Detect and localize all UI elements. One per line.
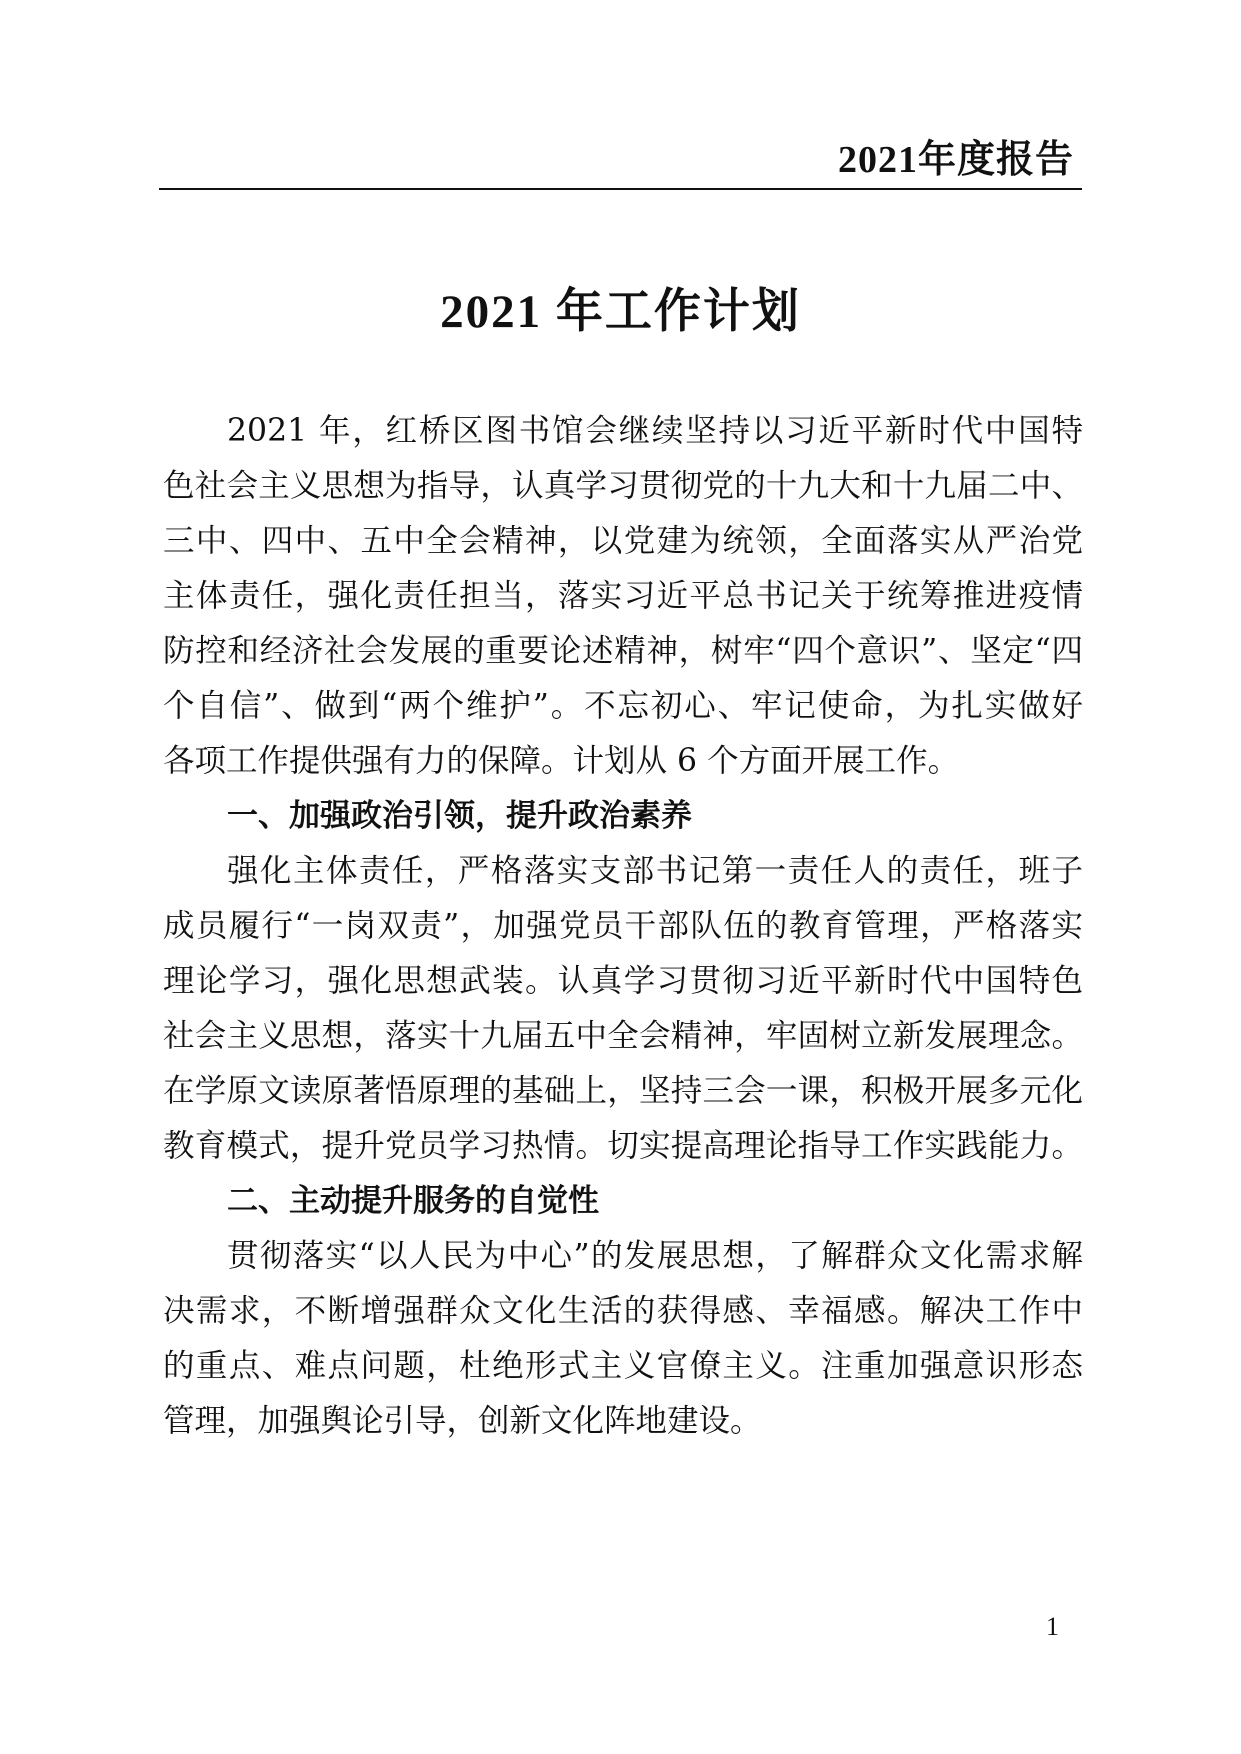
section1-paragraph-line: 在学原文读原著悟原理的基础上，坚持三会一课，积极开展多元化 bbox=[163, 1073, 1083, 1109]
section-heading-1: 一、加强政治引领，提升政治素养 bbox=[227, 798, 692, 834]
section1-paragraph-line: 社会主义思想，落实十九届五中全会精神，牢固树立新发展理念。 bbox=[163, 1018, 1083, 1054]
page-number: 1 bbox=[1046, 1612, 1059, 1641]
intro-paragraph-line: 三中、四中、五中全会精神，以党建为统领，全面落实从严治党 bbox=[163, 523, 1083, 559]
section1-paragraph-line: 强化主体责任，严格落实支部书记第一责任人的责任，班子 bbox=[227, 853, 1083, 889]
section1-paragraph-line: 成员履行“一岗双责”，加强党员干部队伍的教育管理，严格落实 bbox=[163, 908, 1083, 944]
intro-paragraph-line: 个自信”、做到“两个维护”。不忘初心、牢记使命，为扎实做好 bbox=[163, 688, 1083, 724]
intro-paragraph-line: 防控和经济社会发展的重要论述精神，树牢“四个意识”、坚定“四 bbox=[163, 633, 1083, 669]
header-divider bbox=[159, 188, 1082, 190]
report-header-title: 2021年度报告 bbox=[837, 139, 1074, 181]
intro-paragraph-line: 各项工作提供强有力的保障。计划从 6 个方面开展工作。 bbox=[163, 743, 960, 779]
section2-paragraph-line: 贯彻落实“以人民为中心”的发展思想，了解群众文化需求解 bbox=[227, 1238, 1083, 1274]
intro-paragraph-line: 主体责任，强化责任担当，落实习近平总书记关于统筹推进疫情 bbox=[163, 578, 1083, 614]
section-heading-2: 二、主动提升服务的自觉性 bbox=[227, 1183, 599, 1219]
section1-paragraph-line: 理论学习，强化思想武装。认真学习贯彻习近平新时代中国特色 bbox=[163, 963, 1083, 999]
section1-paragraph-line: 教育模式，提升党员学习热情。切实提高理论指导工作实践能力。 bbox=[163, 1128, 1083, 1164]
intro-paragraph-line: 2021 年，红桥区图书馆会继续坚持以习近平新时代中国特 bbox=[227, 413, 1083, 449]
section2-paragraph-line: 的重点、难点问题，杜绝形式主义官僚主义。注重加强意识形态 bbox=[163, 1348, 1083, 1384]
document-body bbox=[163, 404, 1083, 1449]
section2-paragraph-line: 决需求，不断增强群众文化生活的获得感、幸福感。解决工作中 bbox=[163, 1293, 1083, 1329]
section2-paragraph-line: 管理，加强舆论引导，创新文化阵地建设。 bbox=[163, 1403, 762, 1439]
intro-paragraph-line: 色社会主义思想为指导，认真学习贯彻党的十九大和十九届二中、 bbox=[163, 468, 1083, 504]
document-title: 2021 年工作计划 bbox=[440, 286, 801, 338]
